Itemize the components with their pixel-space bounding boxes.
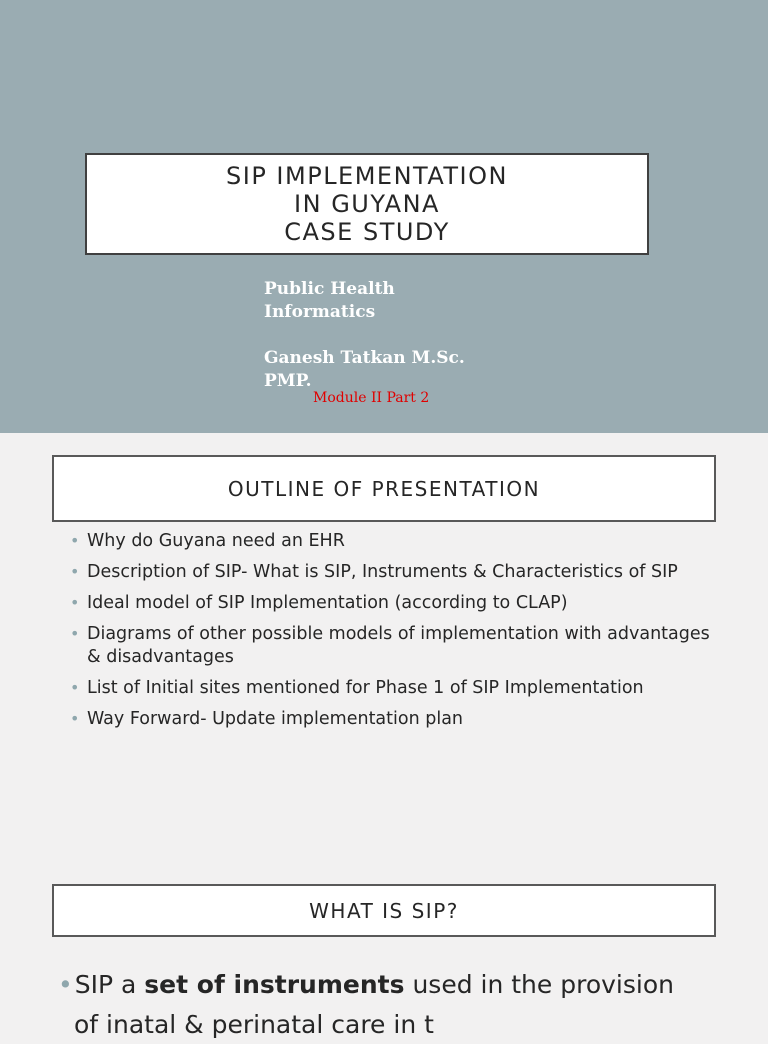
sip-bullet-cut-line: of inatal & perinatal care in t [74,1010,434,1039]
author-line-2: PMP. [264,371,312,391]
title-line-2: IN GUYANA [294,190,440,218]
sip-bullet-prefix: SIP a [74,970,145,999]
bullet-dot-icon: • [58,970,73,999]
list-item: • Description of SIP- What is SIP, Instruments & Characteristics of SIP [70,561,710,584]
title-line-3: CASE STUDY [284,218,450,246]
list-item: • Why do Guyana need an EHR [70,530,710,553]
title-slide [0,0,768,433]
outline-list [70,530,710,739]
list-item: • Diagrams of other possible models of implementation with advantages & disadvantages [70,623,710,668]
title-box [85,153,649,255]
subtitle-block [264,278,465,393]
author-line-1: Ganesh Tatkan M.Sc. [264,348,465,368]
sip-bullet-suffix: used in the provision [404,970,674,999]
subtitle-spacer [264,324,465,347]
title-line-1: SIP IMPLEMENTATION [226,162,508,190]
sip-bullet-bold: set of instruments [144,970,405,999]
subtitle-line-1: Public Health [264,279,395,299]
module-label: Module II Part 2 [313,390,430,406]
sip-definition-bullet [58,966,738,1004]
outline-heading: OUTLINE OF PRESENTATION [52,455,716,522]
list-item: • Way Forward- Update implementation plan [70,708,710,731]
subtitle-line-2: Informatics [264,302,376,322]
list-item: • Ideal model of SIP Implementation (according to CLAP) [70,592,710,615]
list-item: • List of Initial sites mentioned for Phase 1 of SIP Implementation [70,677,710,700]
what-is-sip-heading: WHAT IS SIP? [52,884,716,937]
